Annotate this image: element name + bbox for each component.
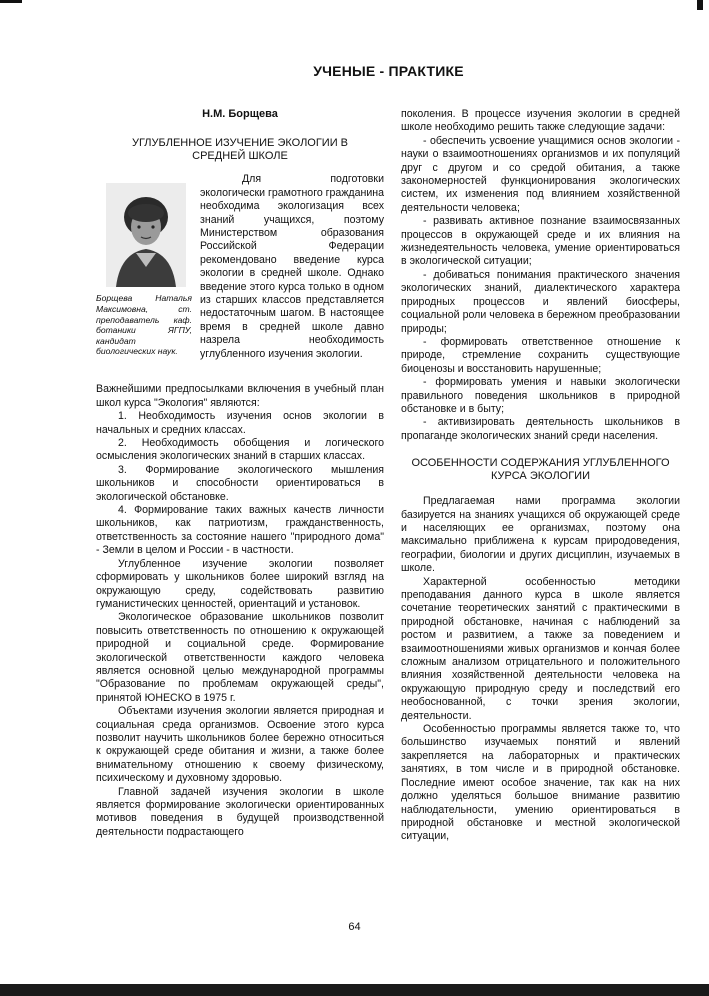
- scan-edge-mark: [0, 0, 22, 3]
- scan-bottom-edge: [0, 984, 709, 996]
- list-item: - формировать умения и навыки экологически правильного поведения школьников в природной обстановке и в быту;: [401, 376, 680, 415]
- list-item: 1. Необходимость изучения основ экологии в начальных и средних классах.: [96, 410, 384, 436]
- paragraph: Объектами изучения экологии является природная и социальная среда организмов. Освоение этого курса позволит научить школьников более бережно относиться к окружающей среде обитания и жизни, а также более внимательному отношению к своему физическому, психическому и духовному здоровью.: [96, 705, 384, 785]
- article-title: УГЛУБЛЕННОЕ ИЗУЧЕНИЕ ЭКОЛОГИИ В СРЕДНЕЙ ШКОЛЕ: [131, 137, 349, 163]
- intro-paragraph: [200, 173, 384, 361]
- paragraph: Предлагаемая нами программа экологии базируется на знаниях учащихся об окружающей среде и населяющих ее организмах, поэтому она максимально приближена к курсам природоведения, географии, биологии и других дисциплин, изучаемых в школе.: [401, 495, 680, 575]
- list-item: - обеспечить усвоение учащимися основ экологии - науки о взаимоотношениях организмов и их популяций друг с другом и со средой обитания, а также закономерностей функционирования экологических систем, их изменения под влиянием хозяйственной деятельности человека;: [401, 134, 680, 214]
- list-item: 4. Формирование таких важных качеств личности школьников, как патриотизм, гражданственность, ответственность за состояние нашего "природного дома" - Земли в целом и России - в частности.: [96, 504, 384, 557]
- section-title: УЧЕНЫЕ - ПРАКТИКЕ: [313, 63, 464, 79]
- list-item: - развивать активное познание взаимосвязанных процессов в окружающей среде и их влияния на жизнедеятельность человека, умение ориентироваться в экологической ситуации;: [401, 215, 680, 268]
- list-item: 3. Формирование экологического мышления школьников и способности ориентироваться в экологической обстановке.: [96, 463, 384, 503]
- paragraph: Углубленное изучение экологии позволяет сформировать у школьников более широкий взгляд на окружающую среду, содействовать развитию гуманистических ценностей, ориентаций и установок.: [96, 557, 384, 610]
- paragraph: Важнейшими предпосылками включения в учебный план школ курса "Экология" являются:: [96, 383, 384, 409]
- list-item: - добиваться понимания практического значения экологических знаний, диалектического характера природных процессов и явлений биосферы, социальной роли человека в бережном преобразовании природы;: [401, 268, 680, 335]
- list-item: 2. Необходимость обобщения и логического осмысления экологических знаний в старших классах.: [96, 437, 384, 463]
- left-column: [96, 108, 384, 839]
- intro-text: Для подготовки экологически грамотного гражданина необходима экологизация всех знаний учащихся, поэтому Министерством образования Российской Федерации рекомендовано введение курса экологии в средней школе. Однако введение этого курса только в одном из старших классов представляется недостаточным шагом. В настоящее время в средней школе давно назрела необходимость углубленного изучения экологии.: [200, 173, 384, 360]
- right-column: [401, 108, 680, 844]
- scan-edge-mark: [697, 0, 703, 10]
- page-number: 64: [348, 921, 361, 933]
- paragraph: Главной задачей изучения экологии в школе является формирование экологически ориентированных мотивов поведения в будущей производственной деятельности подрастающего: [96, 785, 384, 838]
- paragraph: Экологическое образование школьников позволит повысить ответственность по отношению к окружающей природной и социальной среде. Формирование экологической ответственности каждого человека является основной целью международной программы "Образование по проблемам окружающей среды", принятой ЮНЕСКО в 1975 г.: [96, 611, 384, 704]
- author-photo: [106, 183, 186, 287]
- author-name: Н.М. Борщева: [202, 108, 278, 120]
- list-item: - формировать ответственное отношение к природе, стремление сохранить существующие биоценозы и восстановить нарушенные;: [401, 335, 680, 375]
- paragraph: Особенностью программы является также то, что большинство изучаемых понятий и явлений закрепляется на лабораторных и практических занятиях, в том числе и в природной обстановке. Последние имеют особое значение, так как на них должно уделяться большое внимание развитию наблюдательности, умению ориентироваться в природной обстановке и местной экологической ситуации,: [401, 723, 680, 843]
- photo-caption: Борщева Наталья Максимовна, ст. преподаватель каф. ботаники ЯГПУ, кандидат биологических наук.: [96, 293, 192, 357]
- intro-block: [96, 173, 384, 383]
- list-item: - активизировать деятельность школьников в пропаганде экологических знаний среди населения.: [401, 416, 680, 442]
- subheading: ОСОБЕННОСТИ СОДЕРЖАНИЯ УГЛУБЛЕННОГО КУРСА ЭКОЛОГИИ: [411, 457, 670, 483]
- paragraph: поколения. В процессе изучения экологии в средней школе необходимо решить также следующие задачи:: [401, 108, 680, 134]
- paragraph: Характерной особенностью методики преподавания данного курса в школе является сочетание теоретических занятий с практическими в природной обстановке, начиная с наблюдений за ростом и развитием, а также за поведением и взаимоотношениями живых организмов и кончая более сложным анализом отрицательного и положительного влияния хозяйственной деятельности человека на окружающую природную среду и последствий его необоснованной, с точки зрения экологии, деятельности.: [401, 575, 680, 722]
